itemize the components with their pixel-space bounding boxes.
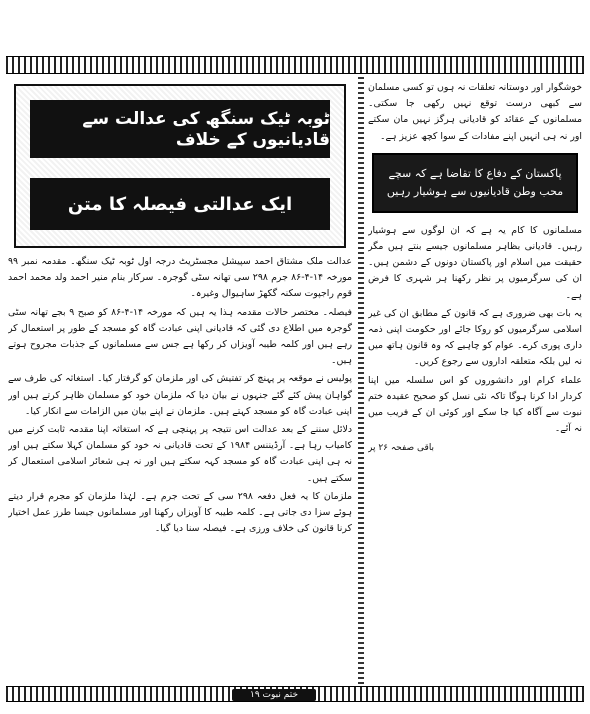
paragraph: فیصلہ۔ مختصر حالات مقدمہ ہذا یہ ہیں کہ مورخہ ۱۴-۴-۸۶ کو صبح ۹ بجے تھانہ سٹی گوجرہ میں اطلاع دی گئی کہ قادیانی اپنی عبادت گاہ کو مسجد کے طور پر استعمال کر رہے ہیں اور کلمہ طیبہ آویزاں کر رکھا ہے جس سے مسلمانوں کے جذبات مجروح ہوتے ہیں۔ bbox=[8, 306, 352, 367]
paragraph: ملزمان کا یہ فعل دفعہ ۲۹۸ سی کے تحت جرم ہے۔ لہٰذا ملزمان کو مجرم قرار دیتے ہوئے سزا دی جاتی ہے۔ کلمہ طیبہ کا آویزاں رکھنا اور مسلمانوں جیسا طرز عمل اختیار کرنا قانون کی خلاف ورزی ہے۔ فیصلہ سنا دیا گیا۔ bbox=[8, 490, 352, 535]
magazine-logo bbox=[232, 689, 316, 701]
left-article-text bbox=[8, 254, 352, 537]
headline-line-2: ایک عدالتی فیصلہ کا متن bbox=[30, 178, 330, 230]
headline-box bbox=[14, 84, 346, 248]
continued-note: باقی صفحہ ۲۶ پر bbox=[368, 443, 435, 454]
paragraph: یہ بات بھی ضروری ہے کہ قانون کے مطابق ان کی غیر اسلامی سرگرمیوں کو روکا جائے اور حکومت اپنی ذمہ داری پوری کرے۔ عوام کو چاہیے کہ وہ قانون ہاتھ میں نہ لیں بلکہ متعلقہ اداروں سے رجوع کریں۔ bbox=[368, 307, 582, 368]
right-article-text bbox=[368, 80, 582, 145]
paragraph: پولیس نے موقعہ پر پہنچ کر تفتیش کی اور ملزمان کو گرفتار کیا۔ استغاثہ کی طرف سے گواہان پیش کئے گئے جنہوں نے بیان دیا کہ ملزمان خود کو مسلمان ظاہر کرتے ہیں اور اپنی عبادت گاہ کو مسجد کہتے ہیں۔ ملزمان نے اپنے بیان میں الزامات سے انکار کیا۔ bbox=[8, 373, 352, 417]
paragraph: دلائل سننے کے بعد عدالت اس نتیجہ پر پہنچی ہے کہ استغاثہ اپنا مقدمہ ثابت کرنے میں کامیاب رہا ہے۔ آرڈیننس ۱۹۸۴ کے تحت قادیانی نہ خود کو مسلمان کہلا سکتے ہیں اور نہ ہی اپنی عبادت گاہ کو مسجد کہہ سکتے ہیں اور نہ ہی شعائر اسلامی استعمال کر سکتے ہیں۔ bbox=[8, 424, 352, 484]
right-article-text-continued bbox=[368, 223, 582, 438]
pull-quote: پاکستان کے دفاع کا تقاضا ہے کہ سچے محب وطن قادیانیوں سے ہوشیار رہیں bbox=[372, 153, 578, 213]
paragraph: خوشگوار اور دوستانہ تعلقات نہ ہوں تو کسی مسلمان سے کبھی درست توقع نہیں رکھی جا سکتی۔ مسلمانوں کے عقائد کو قادیانی ہرگز نہیں مان سکتے اور نہ ہی انہیں اپنے مفادات کے سوا کچھ عزیز ہے۔ bbox=[368, 82, 582, 142]
logo-text: ختم نبوت bbox=[262, 690, 299, 700]
paragraph: علماء کرام اور دانشوروں کو اس سلسلہ میں اپنا کردار ادا کرنا ہوگا تاکہ نئی نسل کو صحیح عقیدہ ختم نبوت سے آگاہ کیا جا سکے اور کوئی ان کے فریب میں نہ آئے۔ bbox=[368, 374, 582, 435]
paragraph: مسلمانوں کا کام یہ ہے کہ ان لوگوں سے ہوشیار رہیں۔ قادیانی بظاہر مسلمانوں جیسے بنتے ہیں مگر حقیقت میں اسلام اور پاکستان دونوں کے دشمن ہیں۔ ان کی سرگرمیوں پر نظر رکھنا ہر شہری کا فرض ہے۔ bbox=[368, 224, 582, 301]
left-column bbox=[8, 80, 352, 676]
page-number: ۱۹ bbox=[249, 690, 260, 700]
paragraph: عدالت ملک مشتاق احمد سپیشل مجسٹریٹ درجہ اول ٹوبہ ٹیک سنگھ۔ مقدمہ نمبر ۹۹ مورخہ ۱۴-۴-۸۶ جرم ۲۹۸ سی تھانہ سٹی گوجرہ۔ سرکار بنام منیر احمد ولد محمد احمد قوم راجپوت سکنہ گکھڑ ساہیوال وغیرہ۔ bbox=[8, 256, 352, 300]
headline-line-1: ٹوبہ ٹیک سنگھ کی عدالت سے قادیانیوں کے خلاف bbox=[30, 100, 330, 158]
column-divider bbox=[358, 74, 364, 684]
right-column bbox=[368, 80, 582, 676]
top-decorative-border bbox=[6, 56, 584, 74]
